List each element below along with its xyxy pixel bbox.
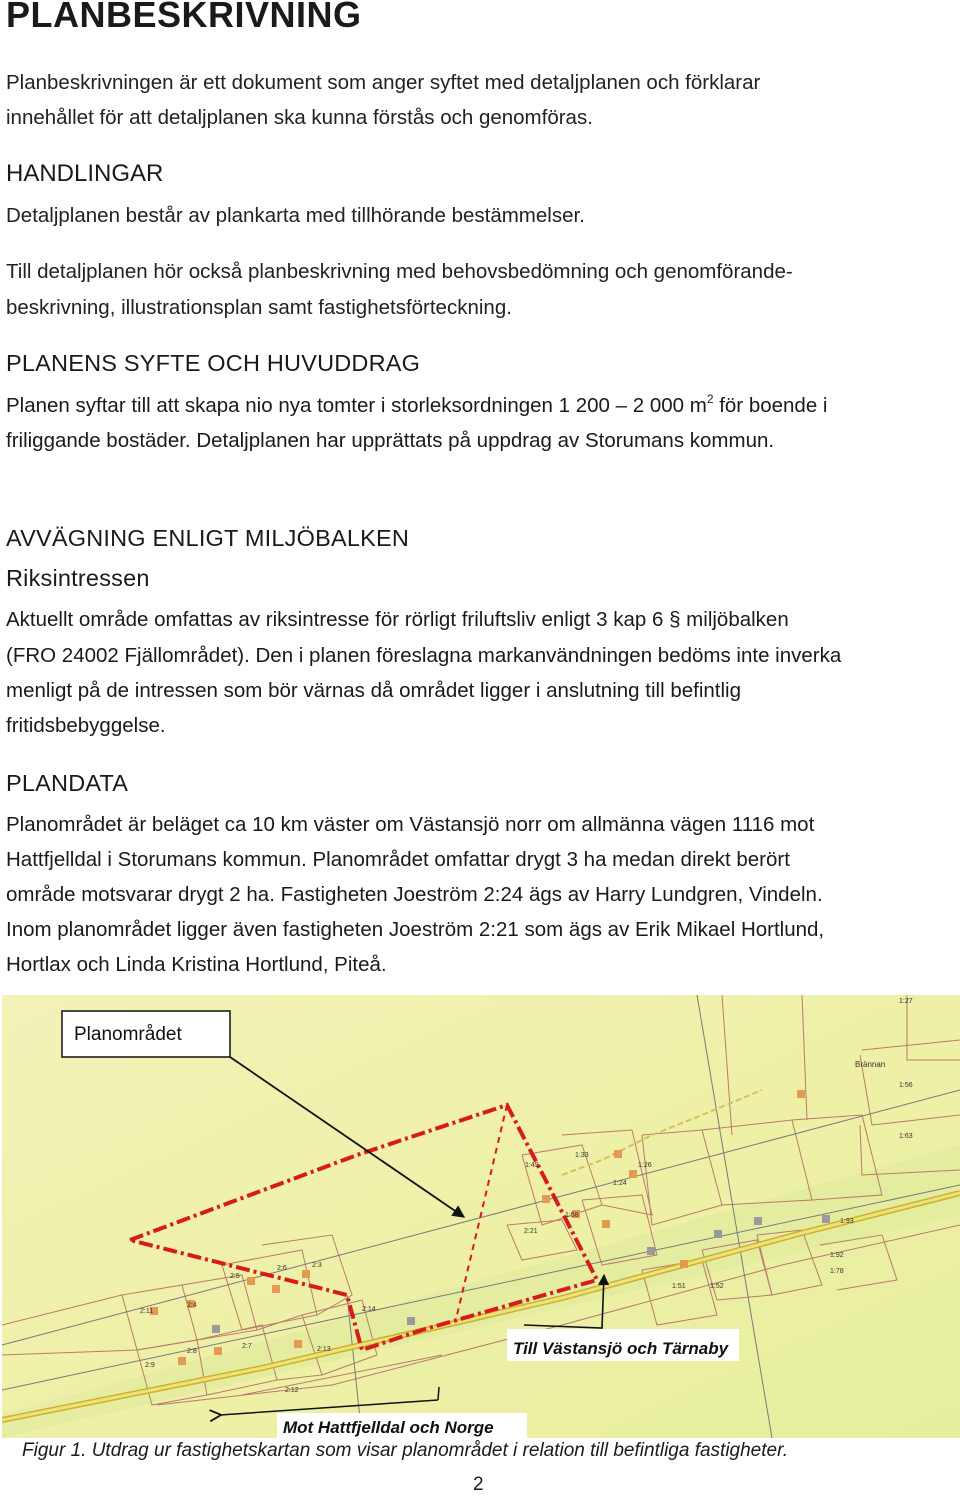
avvagning-line-1: Aktuellt område omfattas av riksintresse för rörligt friluftsliv enligt 3 kap 6 § miljöbalken [6, 608, 789, 631]
handlingar-line-3: beskrivning, illustrationsplan samt fastighetsförteckning. [6, 296, 512, 319]
parcel-label: 1:33 [575, 1152, 589, 1159]
parcel-label: 2:6 [277, 1265, 287, 1272]
figure-caption: Figur 1. Utdrag ur fastighetskartan som visar planområdet i relation till befintliga fastigheter. [22, 1440, 788, 1461]
handlingar-line-1: Detaljplanen består av plankarta med tillhörande bestämmelser. [6, 204, 585, 227]
hattfjelldal-leader [438, 1387, 439, 1400]
hattfjelldal-label: Mot Hattfjelldal och Norge [283, 1418, 494, 1437]
intro-line-1: Planbeskrivningen är ett dokument som anger syftet med detaljplanen och förklarar [6, 71, 761, 94]
parcel-label: 1:27 [899, 998, 913, 1005]
parcel-label: 2:13 [317, 1346, 331, 1353]
heading-avvagning: AVVÄGNING ENLIGT MILJÖBALKEN [6, 525, 410, 551]
syfte-line-1-text: Planen syftar till att skapa nio nya tomter i storleksordningen 1 200 – 2 000 m [6, 394, 707, 417]
parcel-label: 2:21 [524, 1228, 538, 1235]
parcel-label: 2:12 [285, 1387, 299, 1394]
syfte-line-1-end: för boende i [713, 394, 828, 417]
plandata-line-2: Hattfjelldal i Storumans kommun. Planområdet omfattar drygt 3 ha medan direkt berört [6, 848, 790, 871]
page-number: 2 [473, 1474, 484, 1495]
parcel-label: 1:63 [899, 1133, 913, 1140]
parcel-label: 1:26 [638, 1162, 652, 1169]
parcel-label: 2:5 [230, 1273, 240, 1280]
parcel-label: 1:56 [899, 1082, 913, 1089]
parcel-label: 2:14 [362, 1306, 376, 1313]
heading-syfte: PLANENS SYFTE OCH HUVUDDRAG [6, 350, 421, 376]
parcel-label: 1:24 [613, 1180, 627, 1187]
avvagning-line-2: (FRO 24002 Fjällområdet). Den i planen föreslagna markanvändningen bedöms inte inverka [6, 644, 842, 667]
plandata-line-1: Planområdet är beläget ca 10 km väster om Västansjö norr om allmänna vägen 1116 mot [6, 813, 815, 836]
vastansjo-label: Till Västansjö och Tärnaby [513, 1339, 729, 1358]
page-title: PLANBESKRIVNING [6, 0, 362, 35]
parcel-label: 2:9 [145, 1362, 155, 1369]
parcel-label: 2:11 [140, 1308, 154, 1315]
plandata-line-4: Inom planområdet ligger även fastigheten Joeström 2:21 som ägs av Erik Mikael Hortlund, [6, 918, 825, 941]
parcel-label: 2:3 [312, 1262, 322, 1269]
parcel-label: 1:92 [830, 1252, 844, 1259]
subheading-riksintressen: Riksintressen [6, 565, 150, 591]
plandata-line-5: Hortlax och Linda Kristina Hortlund, Piteå. [6, 953, 387, 976]
avvagning-line-3: menligt på de intressen som bör värnas då området ligger i anslutning till befintlig [6, 679, 741, 702]
handlingar-line-2: Till detaljplanen hör också planbeskrivning med behovsbedömning och genomförande- [6, 260, 793, 283]
planomradet-label: Planområdet [74, 1024, 182, 1045]
parcel-label: 1:52 [710, 1283, 724, 1290]
parcel-label: 1:49 [525, 1162, 539, 1169]
parcel-label: 2:4 [187, 1302, 197, 1309]
parcel-label: 1:58 [565, 1212, 579, 1219]
plandata-line-3: område motsvarar drygt 2 ha. Fastigheten Joeström 2:24 ägs av Harry Lundgren, Vindeln. [6, 883, 823, 906]
syfte-line-1 [6, 389, 827, 424]
parcel-label: 2:8 [187, 1348, 197, 1355]
parcel-label: 2:7 [242, 1343, 252, 1350]
unit-superscript: 2 [706, 392, 714, 406]
parcel-label: 1:51 [672, 1283, 686, 1290]
heading-plandata: PLANDATA [6, 770, 129, 796]
syfte-line-2: friliggande bostäder. Detaljplanen har upprättats på uppdrag av Storumans kommun. [6, 429, 775, 452]
parcel-label: 1:78 [830, 1268, 844, 1275]
parcel-label: 1:93 [840, 1218, 854, 1225]
avvagning-line-4: fritidsbebyggelse. [6, 714, 166, 737]
intro-line-2: innehållet för att detaljplanen ska kunna förstås och genomföras. [6, 106, 593, 129]
property-map [2, 995, 960, 1438]
place-name-label: Brännan [855, 1060, 886, 1069]
heading-handlingar: HANDLINGAR [6, 160, 164, 187]
